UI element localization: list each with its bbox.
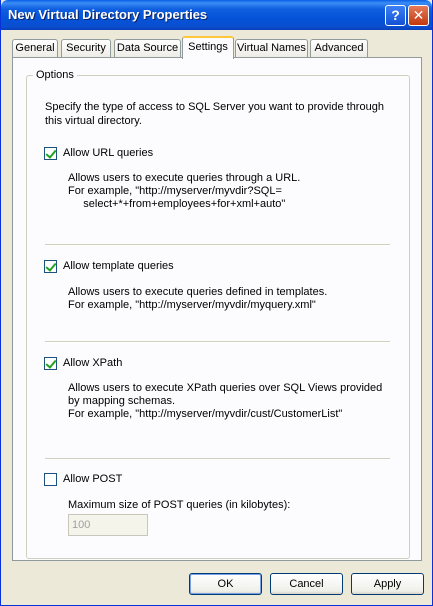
title-bar[interactable] — [1, 0, 432, 30]
post-max-size-label: Maximum size of POST queries (in kilobytes): — [68, 499, 291, 511]
xpath-description: Allows users to execute XPath queries over SQL Views provided by mapping schemas. For example, "http://myserver/myvdir/cust/CustomerList" — [68, 382, 383, 420]
separator — [45, 341, 390, 343]
allow-url-queries-label[interactable]: Allow URL queries — [63, 147, 154, 159]
window-title: New Virtual Directory Properties — [8, 7, 208, 22]
allow-template-queries-checkbox[interactable] — [44, 260, 57, 273]
intro-text: Specify the type of access to SQL Server you want to provide through this virtual directory. — [45, 101, 384, 127]
post-max-size-input[interactable]: 100 — [68, 514, 148, 536]
cancel-button[interactable]: Cancel — [270, 573, 343, 595]
tab-virtual-names[interactable]: Virtual Names — [235, 39, 308, 58]
help-button[interactable] — [385, 5, 406, 26]
ok-button[interactable]: OK — [189, 573, 262, 595]
tab-advanced[interactable]: Advanced — [310, 39, 368, 58]
apply-button[interactable]: Apply — [351, 573, 424, 595]
allow-xpath-label[interactable]: Allow XPath — [63, 357, 123, 369]
settings-panel — [12, 57, 422, 561]
help-icon: ? — [391, 7, 400, 23]
url-queries-description: Allows users to execute queries through a URL. For example, "http://myserver/myvdir?SQL= select+*+from+employees+for+xml+auto" — [68, 172, 301, 210]
allow-post-checkbox[interactable] — [44, 473, 57, 486]
tab-strip — [12, 36, 422, 58]
template-queries-description: Allows users to execute queries defined in templates. For example, "http://myserver/myvdir/myquery.xml" — [68, 286, 328, 311]
separator — [45, 244, 390, 246]
allow-url-queries-checkbox[interactable] — [44, 147, 57, 160]
allow-xpath-checkbox[interactable] — [44, 357, 57, 370]
tab-security[interactable]: Security — [61, 39, 111, 58]
tab-settings[interactable]: Settings — [182, 36, 234, 59]
options-group-label: Options — [33, 69, 77, 81]
close-icon: ✕ — [412, 7, 425, 23]
close-button[interactable] — [408, 5, 429, 26]
tab-data-source[interactable]: Data Source — [114, 39, 181, 58]
tab-general[interactable]: General — [12, 39, 58, 58]
allow-template-queries-label[interactable]: Allow template queries — [63, 260, 174, 272]
separator — [45, 458, 390, 460]
allow-post-label[interactable]: Allow POST — [63, 473, 123, 485]
